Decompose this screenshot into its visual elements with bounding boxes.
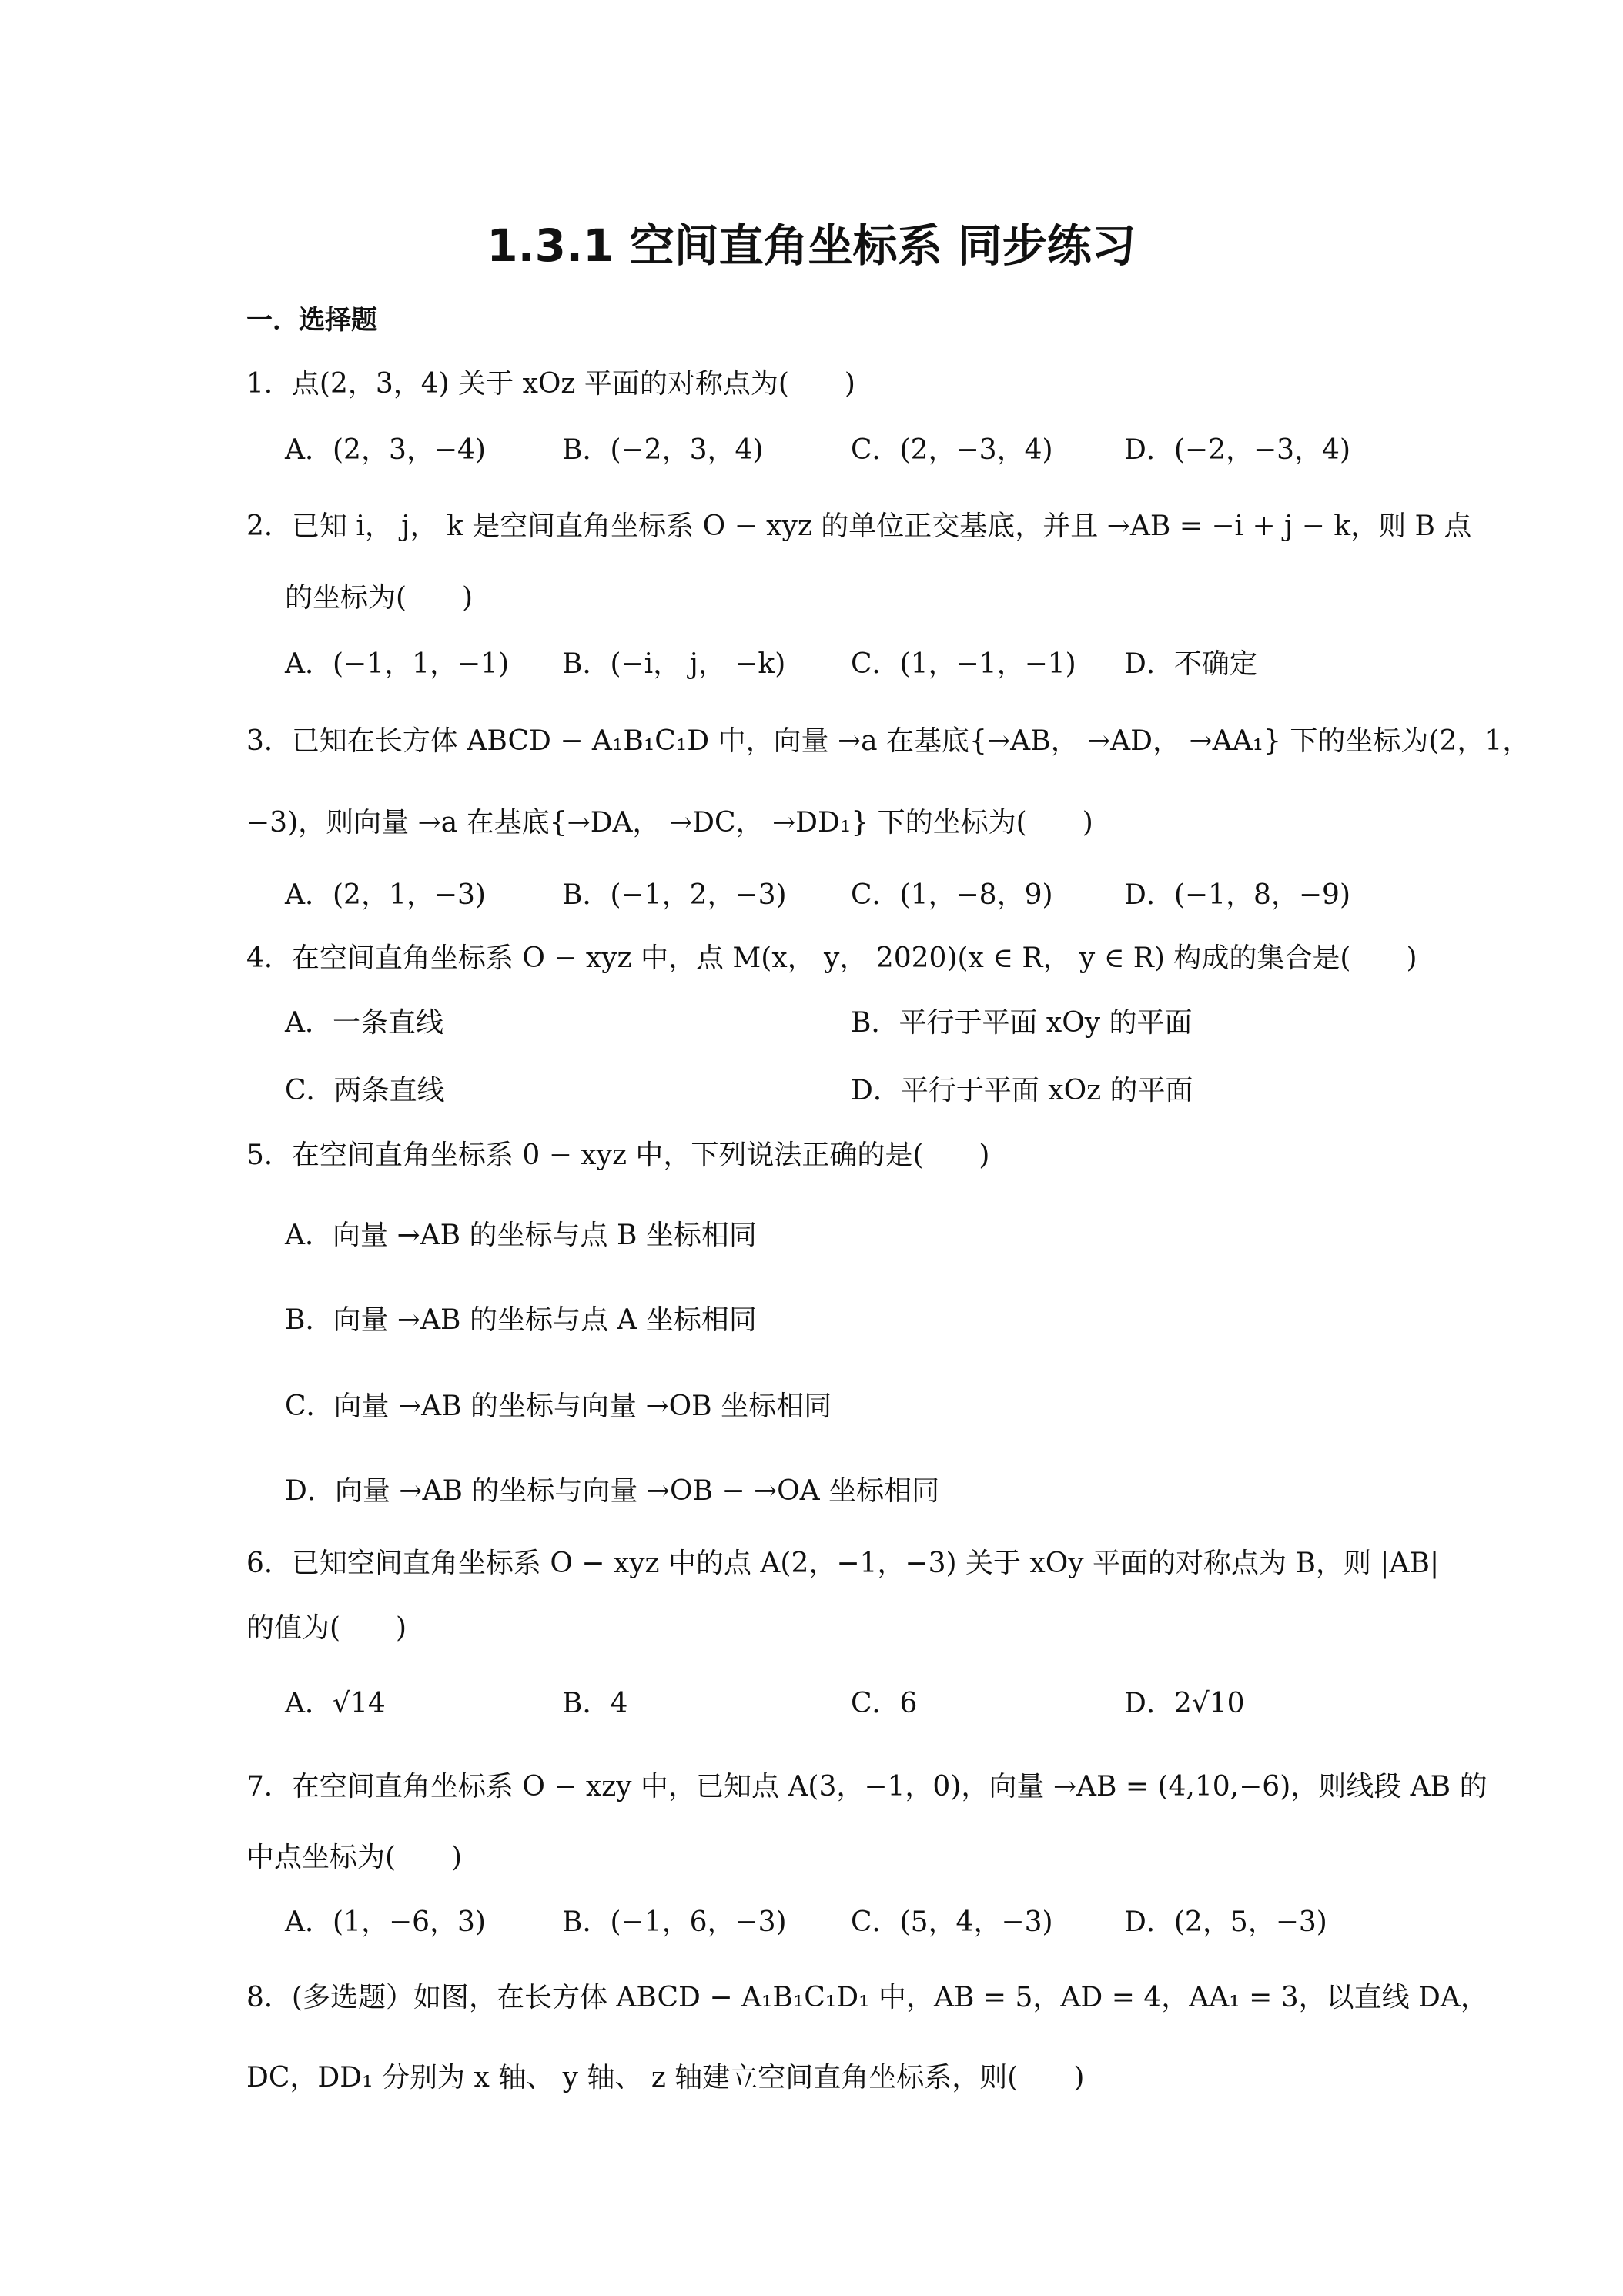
question-1-option-c: C．(2，−3，4) <box>851 434 1053 466</box>
question-5-option-c: C．向量 →AB 的坐标与向量 →OB 坐标相同 <box>285 1391 832 1422</box>
question-3-stem: 3．已知在长方体 ABCD − A₁B₁C₁D 中，向量 →a 在基底{→AB， →AD， →AA₁} 下的坐标为(2，1， <box>246 725 1531 757</box>
question-7-option-b: B．(−1，6，−3) <box>562 1906 787 1938</box>
question-7-option-d: D．(2，5，−3) <box>1124 1906 1327 1938</box>
question-3-option-d: D．(−1，8，−9) <box>1124 879 1350 911</box>
question-2-option-c: C．(1，−1，−1) <box>851 648 1076 680</box>
question-6-option-d: D．2√10 <box>1124 1688 1245 1719</box>
question-7-stem: 7．在空间直角坐标系 O − xzy 中，已知点 A(3，−1，0)，向量 →AB = (4,10,−6)，则线段 AB 的 <box>246 1771 1487 1802</box>
question-4-option-a: A．一条直线 <box>285 1007 443 1039</box>
question-2-option-a: A．(−1，1，−1) <box>285 648 510 680</box>
question-5-option-a: A．向量 →AB 的坐标与点 B 坐标相同 <box>285 1220 757 1251</box>
question-3-option-c: C．(1，−8，9) <box>851 879 1053 911</box>
question-5-option-d: D．向量 →AB 的坐标与向量 →OB − →OA 坐标相同 <box>285 1475 940 1507</box>
question-8-stem-continued: DC，DD₁ 分别为 x 轴、 y 轴、 z 轴建立空间直角坐标系，则( ) <box>246 2062 1085 2094</box>
question-7-stem-continued: 中点坐标为( ) <box>246 1842 463 1873</box>
question-5-option-b: B．向量 →AB 的坐标与点 A 坐标相同 <box>285 1304 757 1336</box>
question-6-option-a: A．√14 <box>285 1688 386 1719</box>
question-3-stem-continued: −3)，则向量 →a 在基底{→DA， →DC， →DD₁} 下的坐标为( ) <box>246 807 1093 838</box>
question-2-stem: 2．已知 i， j， k 是空间直角坐标系 O − xyz 的单位正交基底，并且 →AB = −i + j − k，则 B 点 <box>246 510 1472 542</box>
question-8-stem: 8．(多选题）如图，在长方体 ABCD − A₁B₁C₁D₁ 中，AB = 5，AD = 4，AA₁ = 3，以直线 DA， <box>246 1982 1488 2013</box>
question-4-stem: 4．在空间直角坐标系 O − xyz 中，点 M(x， y， 2020)(x ∈ R， y ∈ R) 构成的集合是( ) <box>246 942 1417 974</box>
question-6-option-b: B．4 <box>562 1688 628 1719</box>
question-1-option-a: A．(2，3，−4) <box>285 434 486 466</box>
question-1-option-b: B．(−2，3，4) <box>562 434 764 466</box>
question-7-option-c: C．(5，4，−3) <box>851 1906 1053 1938</box>
question-6-option-c: C．6 <box>851 1688 918 1719</box>
question-4-option-b: B．平行于平面 xOy 的平面 <box>851 1007 1193 1039</box>
question-4-option-d: D．平行于平面 xOz 的平面 <box>851 1075 1193 1106</box>
section-heading: 一．选择题 <box>246 305 377 336</box>
question-7-option-a: A．(1，−6，3) <box>285 1906 486 1938</box>
page-title: 1.3.1 空间直角坐标系 同步练习 <box>487 219 1136 272</box>
question-5-stem: 5．在空间直角坐标系 0 − xyz 中，下列说法正确的是( ) <box>246 1140 990 1171</box>
question-1-stem: 1．点(2，3，4) 关于 xOz 平面的对称点为( ) <box>246 368 855 400</box>
question-2-option-d: D．不确定 <box>1124 648 1257 680</box>
question-3-option-b: B．(−1，2，−3) <box>562 879 787 911</box>
question-1-option-d: D．(−2，−3，4) <box>1124 434 1350 466</box>
question-2-stem-continued: 的坐标为( ) <box>285 582 474 614</box>
question-2-option-b: B．(−i， j， −k) <box>562 648 786 680</box>
question-4-option-c: C．两条直线 <box>285 1075 445 1106</box>
question-6-stem: 6．已知空间直角坐标系 O − xyz 中的点 A(2，−1，−3) 关于 xOy 平面的对称点为 B，则 |AB| <box>246 1548 1440 1579</box>
question-6-stem-continued: 的值为( ) <box>246 1612 407 1644</box>
question-3-option-a: A．(2，1，−3) <box>285 879 486 911</box>
